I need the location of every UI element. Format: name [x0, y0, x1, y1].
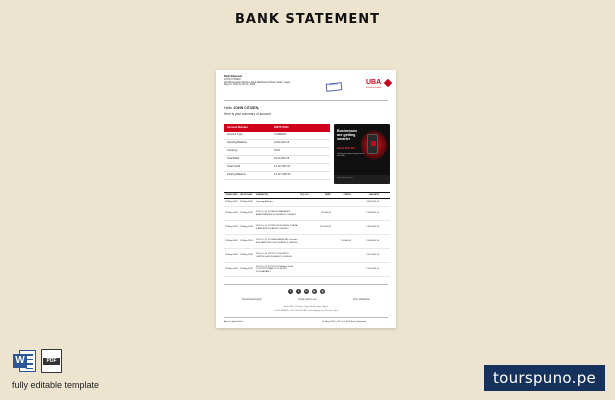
promo-fineprint-line: with UBA [337, 155, 345, 158]
table-row [224, 235, 390, 249]
column-header: NARRATION [256, 194, 268, 197]
account-summary-row [224, 148, 330, 156]
account-label: Closing Balance [227, 173, 246, 177]
column-header: BALANCE [369, 194, 379, 197]
promo-headline-line: Businesses [337, 129, 357, 133]
credit: 20,000.00 [341, 240, 351, 243]
pdf-icon-label: PDF [43, 358, 60, 365]
promo-cta: Dial to Find Out [337, 147, 355, 150]
trans-date: 19-May-2020 [225, 254, 238, 257]
uba-logo-mark-icon [384, 79, 392, 87]
debit: 18,000.00 [321, 212, 331, 215]
account-value: 8,210,000.15 [274, 157, 290, 161]
summary-line: Here is your summary of account [224, 112, 271, 116]
chat-with-leo-link[interactable]: Chat with Leo [298, 297, 317, 301]
uba-logo-text: UBA [366, 79, 382, 86]
trans-date: 19-May-2020 [225, 268, 238, 271]
account-summary-table [224, 124, 330, 180]
twitter-icon[interactable]: t [296, 289, 301, 294]
account-summary-row [224, 132, 330, 140]
account-value: 2,200,640.16 [274, 141, 290, 145]
download-app-link[interactable]: Download App [242, 297, 262, 301]
footer-contact: +234 1 2808822 | +234 700 FOR UBA | cfc@ubagroup.com | Privacy Policy [274, 310, 338, 312]
value-date: 19-May-2020 [240, 240, 253, 243]
narration: POS Trn @ 2123EG15 MAGREMT-APARTMENTAS ECDH ASSOC 0000001 [256, 211, 297, 216]
greeting-prefix: Hello [224, 106, 233, 110]
value-date: 19-May-2020 [240, 268, 253, 271]
account-label: Account Number [227, 125, 248, 129]
table-row [224, 263, 390, 277]
trans-date: 19-May-2020 [225, 240, 238, 243]
balance: 1,981,640.16 [366, 226, 379, 229]
promo-headline-line: smarter [337, 136, 351, 141]
value-date: 19-May-2020 [240, 201, 253, 204]
uba-logo [366, 79, 392, 91]
header-address-line: 16 Muhammadu Dodoye Dred Maiduband Road, Okabi, Lagos [224, 80, 291, 84]
account-summary-row [224, 156, 330, 164]
account-summary-row [224, 164, 330, 172]
instagram-icon[interactable]: ◎ [321, 290, 324, 293]
balance: 2,182,640.16 [366, 212, 379, 215]
table-row [224, 199, 390, 207]
facebook-icon[interactable]: f [288, 289, 293, 294]
footer-address: Head Office: 57 Marina, Lagos Island, Lagos, Nigeria [283, 306, 329, 308]
statement-header-address [224, 76, 290, 87]
editable-caption: fully editable template [12, 380, 100, 390]
our-website-link[interactable]: Our Website [353, 297, 370, 301]
greeting [224, 106, 259, 110]
balance: 2,001,640.16 [366, 268, 379, 271]
trans-date: 19-May-2020 [225, 212, 238, 215]
account-label: Account Type [227, 133, 243, 137]
table-header-row [224, 192, 390, 199]
youtube-icon[interactable]: ▶ [313, 290, 316, 293]
balance: 2,001,640.16 [366, 240, 379, 243]
bank-statement-document [216, 70, 396, 328]
value-date: 19-May-2020 [240, 212, 253, 215]
header-address-line: Bank Statement [224, 75, 243, 78]
file-format-icons [13, 349, 62, 373]
pdf-icon [41, 349, 62, 373]
footer-links [224, 298, 388, 301]
header-address-line: JOHN CITIZEN [224, 77, 241, 81]
narration: Opening Balance [256, 201, 273, 204]
linkedin-icon[interactable]: in [305, 290, 308, 293]
account-value: 10,117,905.42 [274, 173, 291, 177]
table-row [224, 207, 390, 221]
brand-badge[interactable]: tourspuno.pe [484, 365, 605, 391]
column-header: CHQ. NO [300, 194, 309, 197]
promo-fineprint-line: Unlock new payment opportunities [337, 153, 365, 155]
uba-logo-tagline: United Bank for Africa [366, 87, 382, 89]
page-title: BANK STATEMENT [234, 12, 381, 27]
promo-fineprint [337, 153, 364, 157]
trans-date: 19-May-2020 [225, 226, 238, 229]
account-label: Opening Balance [227, 141, 247, 145]
word-icon [13, 349, 37, 373]
promo-headline-line: are getting [337, 132, 356, 137]
social-icons [288, 289, 325, 294]
stamp-seal: ORIGINAL [326, 82, 343, 92]
promo-banner [334, 124, 390, 184]
promo-footer: www.ubagroup.com [334, 175, 390, 184]
debit: 201,000.00 [320, 226, 331, 229]
account-summary-row [224, 124, 330, 132]
column-header: TRANS DATE [225, 194, 238, 197]
table-row [224, 249, 390, 263]
table-row [224, 221, 390, 235]
transactions-table [224, 192, 390, 277]
narration: POS Trn @ 2123TCT1 NoMdvie Hotel COOP 297 FYAB PYCK ROWC DOGGADAM 1 [256, 265, 294, 273]
account-summary-row [224, 172, 330, 180]
column-header: CREDIT [343, 194, 351, 197]
balance: 2,001,640.16 [366, 254, 379, 257]
account-label: Total Debit [227, 157, 240, 161]
column-header: DEBIT [325, 194, 331, 197]
promo-headline [337, 130, 357, 142]
balance: 2,200,640.16 [366, 201, 379, 204]
footer-right-note: 01-May-2020 to 31-Oct-2020 Bank Statement [322, 321, 367, 323]
narration: POS Trn @ 2123P7131 NG MILPL PLAZA 3 ABUJA ECDH ASSOC 0000001 [256, 225, 298, 230]
account-value: 10,117,897.01 [274, 165, 291, 169]
account-summary-row [224, 140, 330, 148]
header-address-line: May 11, 2020 to Oct 11, 2020 [224, 83, 256, 87]
column-header: VALUE DATE [240, 194, 253, 197]
value-date: 19-May-2020 [240, 226, 253, 229]
narration: POS Trn @ 2123TCT1 NG MILPL LIMITED LA ECDH ASSOC 0000001 [256, 253, 292, 258]
value-date: 19-May-2020 [240, 254, 253, 257]
account-label: Currency [227, 149, 238, 153]
narration: POS Trn @ 2123GB1 AIRIEDGE Cresthim Red PATRI ESCO ECDH ASSOC 0000001 [256, 239, 298, 244]
phone-icon [367, 134, 378, 154]
account-value: NGN [274, 149, 280, 153]
customer-name: JOHN CITIZEN, [233, 106, 260, 110]
account-value: 0087771234 [274, 125, 289, 129]
word-icon-letter: W [13, 354, 27, 368]
account-value: CURRENT [274, 133, 287, 137]
trans-date: 19-May-2020 [225, 201, 238, 204]
account-label: Total Credit [227, 165, 241, 169]
footer-left-note: Africa's global bank [224, 321, 243, 323]
